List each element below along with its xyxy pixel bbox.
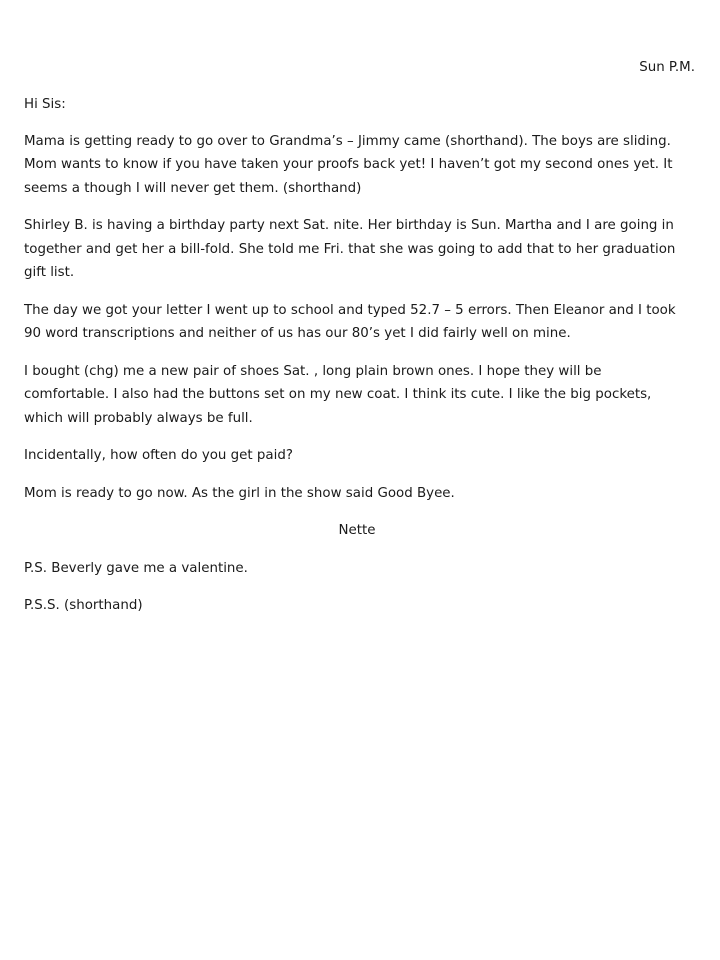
- letter-paragraph: The day we got your letter I went up to school and typed 52.7 – 5 errors. Then Eleanor and I took 90 word transcriptions and neither of us has our 80’s yet I did fairly well on mine.: [24, 302, 676, 341]
- letter-body: [24, 93, 690, 632]
- letter-paragraph: I bought (chg) me a new pair of shoes Sat. , long plain brown ones. I hope they will be comfortable. I also had the buttons set on my new coat. I think its cute. I like the big pockets, which will probably always be full.: [24, 363, 652, 426]
- letter-date: Sun P.M.: [639, 60, 695, 75]
- letter-postscript: P.S. Beverly gave me a valentine.: [24, 560, 248, 576]
- letter-signature: Nette: [338, 523, 376, 538]
- letter-greeting: Hi Sis:: [24, 97, 66, 112]
- letter-paragraph: Mom is ready to go now. As the girl in the show said Good Byee.: [24, 485, 455, 501]
- letter-postscript: P.S.S. (shorthand): [24, 598, 143, 613]
- letter-paragraph: Shirley B. is having a birthday party next Sat. nite. Her birthday is Sun. Martha and I are going in together and get her a bill-fold. She told me Fri. that she was going to add that to her graduation gift list.: [24, 218, 676, 280]
- letter-paragraph: Mama is getting ready to go over to Grandma’s – Jimmy came (shorthand). The boys are sliding. Mom wants to know if you have taken your proofs back yet! I haven’t got my second ones yet. It seems a though I will never get them. (shorthand): [24, 133, 673, 196]
- letter-paragraph: Incidentally, how often do you get paid?: [24, 448, 293, 463]
